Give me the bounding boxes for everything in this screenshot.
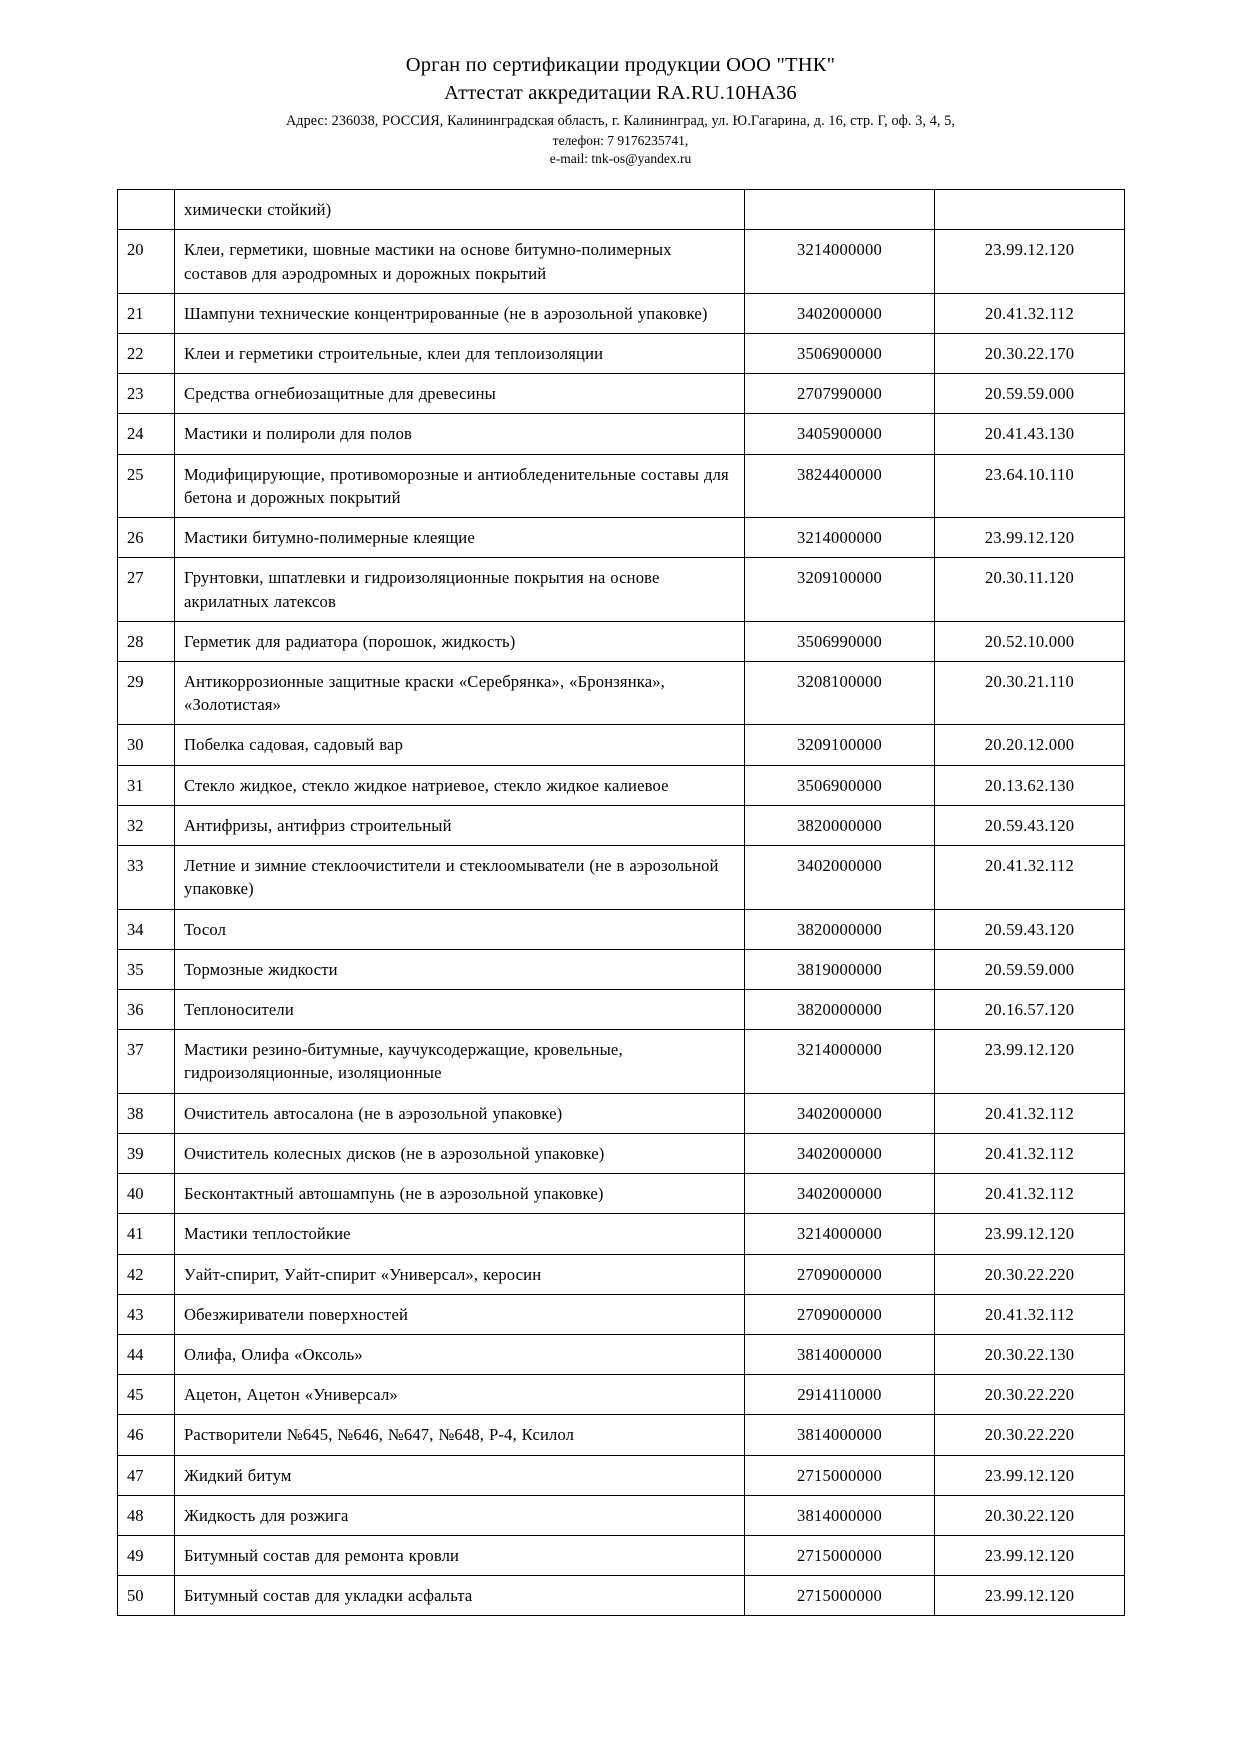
table-row	[118, 414, 1125, 454]
row-number: 46	[118, 1415, 175, 1455]
table-row	[118, 909, 1125, 949]
table-row	[118, 1576, 1125, 1616]
row-product-name: Антифризы, антифриз строительный	[175, 805, 745, 845]
row-okpd-code: 20.30.22.130	[935, 1334, 1125, 1374]
row-okpd-code: 20.41.43.130	[935, 414, 1125, 454]
row-okpd-code: 20.30.22.170	[935, 334, 1125, 374]
table-row	[118, 846, 1125, 909]
row-product-name: Битумный состав для укладки асфальта	[175, 1576, 745, 1616]
row-tnved-code: 2715000000	[745, 1536, 935, 1576]
row-tnved-code: 3402000000	[745, 293, 935, 333]
row-tnved-code: 3402000000	[745, 846, 935, 909]
table-row	[118, 1334, 1125, 1374]
row-okpd-code: 20.30.11.120	[935, 558, 1125, 621]
row-okpd-code: 20.59.43.120	[935, 909, 1125, 949]
row-okpd-code: 20.59.59.000	[935, 374, 1125, 414]
table-row	[118, 1093, 1125, 1133]
row-number: 31	[118, 765, 175, 805]
products-table	[117, 189, 1125, 1616]
row-tnved-code: 2715000000	[745, 1455, 935, 1495]
row-okpd-code: 23.99.12.120	[935, 230, 1125, 293]
row-product-name: Очиститель колесных дисков (не в аэрозольной упаковке)	[175, 1133, 745, 1173]
row-number: 42	[118, 1254, 175, 1294]
products-table-body	[118, 190, 1125, 1616]
row-okpd-code: 23.99.12.120	[935, 1455, 1125, 1495]
row-number: 36	[118, 989, 175, 1029]
row-tnved-code: 3820000000	[745, 805, 935, 845]
row-number: 20	[118, 230, 175, 293]
row-product-name: Олифа, Олифа «Оксоль»	[175, 1334, 745, 1374]
row-number: 35	[118, 949, 175, 989]
row-tnved-code	[745, 190, 935, 230]
row-product-name: Средства огнебиозащитные для древесины	[175, 374, 745, 414]
table-row	[118, 1133, 1125, 1173]
row-product-name: Битумный состав для ремонта кровли	[175, 1536, 745, 1576]
table-row	[118, 1254, 1125, 1294]
row-product-name: Ацетон, Ацетон «Универсал»	[175, 1375, 745, 1415]
row-product-name: Бесконтактный автошампунь (не в аэрозольной упаковке)	[175, 1174, 745, 1214]
row-tnved-code: 3214000000	[745, 1030, 935, 1093]
row-number: 29	[118, 662, 175, 725]
row-number: 48	[118, 1495, 175, 1535]
row-product-name: Очиститель автосалона (не в аэрозольной упаковке)	[175, 1093, 745, 1133]
table-row	[118, 374, 1125, 414]
row-product-name: Уайт-спирит, Уайт-спирит «Универсал», керосин	[175, 1254, 745, 1294]
row-number: 43	[118, 1294, 175, 1334]
row-product-name: Теплоносители	[175, 989, 745, 1029]
row-number: 44	[118, 1334, 175, 1374]
row-okpd-code: 20.59.43.120	[935, 805, 1125, 845]
row-number: 45	[118, 1375, 175, 1415]
row-tnved-code: 3506900000	[745, 334, 935, 374]
accreditation-certificate: Аттестат аккредитации RA.RU.10НА36	[444, 82, 797, 105]
row-product-name: Грунтовки, шпатлевки и гидроизоляционные покрытия на основе акрилатных латексов	[175, 558, 745, 621]
row-number: 28	[118, 621, 175, 661]
row-number: 34	[118, 909, 175, 949]
row-number: 47	[118, 1455, 175, 1495]
row-product-name: Жидкость для розжига	[175, 1495, 745, 1535]
certification-body-name: Орган по сертификации продукции ООО "ТНК"	[405, 54, 836, 76]
row-number: 22	[118, 334, 175, 374]
row-number: 25	[118, 454, 175, 517]
row-number: 26	[118, 518, 175, 558]
table-row	[118, 805, 1125, 845]
row-okpd-code: 20.59.59.000	[935, 949, 1125, 989]
row-okpd-code: 20.41.32.112	[935, 1174, 1125, 1214]
table-row	[118, 1214, 1125, 1254]
row-tnved-code: 3814000000	[745, 1495, 935, 1535]
row-product-name: Модифицирующие, противоморозные и антиобледенительные составы для бетона и дорожных покрытий	[175, 454, 745, 517]
row-tnved-code: 3208100000	[745, 662, 935, 725]
table-row	[118, 558, 1125, 621]
row-tnved-code: 3402000000	[745, 1093, 935, 1133]
row-okpd-code: 20.30.22.120	[935, 1495, 1125, 1535]
row-number: 32	[118, 805, 175, 845]
row-product-name: Летние и зимние стеклоочистители и стеклоомыватели (не в аэрозольной упаковке)	[175, 846, 745, 909]
row-number: 30	[118, 725, 175, 765]
row-okpd-code: 20.52.10.000	[935, 621, 1125, 661]
table-row	[118, 765, 1125, 805]
row-product-name: Шампуни технические концентрированные (не в аэрозольной упаковке)	[175, 293, 745, 333]
row-product-name: Клеи и герметики строительные, клеи для теплоизоляции	[175, 334, 745, 374]
row-okpd-code: 20.13.62.130	[935, 765, 1125, 805]
row-tnved-code: 3820000000	[745, 989, 935, 1029]
row-product-name: Стекло жидкое, стекло жидкое натриевое, стекло жидкое калиевое	[175, 765, 745, 805]
row-product-name: Тормозные жидкости	[175, 949, 745, 989]
phone-line: телефон: 7 9176235741,	[552, 132, 689, 148]
table-row	[118, 1294, 1125, 1334]
row-product-name: Клеи, герметики, шовные мастики на основе битумно-полимерных составов для аэродромных и дорожных покрытий	[175, 230, 745, 293]
row-product-name: Жидкий битум	[175, 1455, 745, 1495]
row-tnved-code: 3814000000	[745, 1415, 935, 1455]
row-okpd-code: 23.99.12.120	[935, 1214, 1125, 1254]
table-row	[118, 621, 1125, 661]
row-number: 21	[118, 293, 175, 333]
table-row	[118, 725, 1125, 765]
row-okpd-code: 20.30.22.220	[935, 1415, 1125, 1455]
row-okpd-code: 23.99.12.120	[935, 518, 1125, 558]
table-row	[118, 334, 1125, 374]
row-number	[118, 190, 175, 230]
row-tnved-code: 3214000000	[745, 518, 935, 558]
row-tnved-code: 3506990000	[745, 621, 935, 661]
row-okpd-code: 20.16.57.120	[935, 989, 1125, 1029]
table-row	[118, 293, 1125, 333]
row-tnved-code: 3506900000	[745, 765, 935, 805]
table-row	[118, 1030, 1125, 1093]
row-tnved-code: 3402000000	[745, 1174, 935, 1214]
row-product-name: Антикоррозионные защитные краски «Серебрянка», «Бронзянка», «Золотистая»	[175, 662, 745, 725]
row-okpd-code: 20.41.32.112	[935, 1133, 1125, 1173]
row-number: 41	[118, 1214, 175, 1254]
row-number: 24	[118, 414, 175, 454]
row-tnved-code: 3214000000	[745, 1214, 935, 1254]
table-row	[118, 518, 1125, 558]
row-product-name: Мастики резино-битумные, каучуксодержащие, кровельные, гидроизоляционные, изоляционные	[175, 1030, 745, 1093]
table-row	[118, 1455, 1125, 1495]
table-row	[118, 662, 1125, 725]
table-row	[118, 1174, 1125, 1214]
products-table-container	[117, 189, 1124, 1616]
row-okpd-code: 23.99.12.120	[935, 1536, 1125, 1576]
table-row	[118, 989, 1125, 1029]
row-tnved-code: 2709000000	[745, 1254, 935, 1294]
table-row-continued	[118, 190, 1125, 230]
row-tnved-code: 3405900000	[745, 414, 935, 454]
row-tnved-code: 3209100000	[745, 725, 935, 765]
row-product-name: Растворители №645, №646, №647, №648, Р-4, Ксилол	[175, 1415, 745, 1455]
address-line: Адрес: 236038, РОССИЯ, Калининградская область, г. Калининград, ул. Ю.Гагарина, д. 16, стр. Г, оф. 3, 4, 5,	[285, 113, 956, 130]
row-okpd-code: 20.30.21.110	[935, 662, 1125, 725]
row-number: 49	[118, 1536, 175, 1576]
table-row	[118, 1536, 1125, 1576]
row-product-name: Мастики и полироли для полов	[175, 414, 745, 454]
row-tnved-code: 3824400000	[745, 454, 935, 517]
table-row	[118, 1375, 1125, 1415]
row-okpd-code	[935, 190, 1125, 230]
row-product-name: Обезжириватели поверхностей	[175, 1294, 745, 1334]
row-product-name: Мастики битумно-полимерные клеящие	[175, 518, 745, 558]
row-okpd-code: 20.30.22.220	[935, 1375, 1125, 1415]
row-okpd-code: 20.41.32.112	[935, 846, 1125, 909]
row-okpd-code: 20.41.32.112	[935, 1294, 1125, 1334]
row-tnved-code: 2715000000	[745, 1576, 935, 1616]
row-okpd-code: 20.41.32.112	[935, 1093, 1125, 1133]
row-tnved-code: 3209100000	[745, 558, 935, 621]
table-row	[118, 230, 1125, 293]
email-line: e-mail: tnk-os@yandex.ru	[549, 150, 692, 166]
row-tnved-code: 3814000000	[745, 1334, 935, 1374]
table-row	[118, 949, 1125, 989]
row-okpd-code: 20.30.22.220	[935, 1254, 1125, 1294]
row-number: 38	[118, 1093, 175, 1133]
row-tnved-code: 2914110000	[745, 1375, 935, 1415]
row-product-name: Побелка садовая, садовый вар	[175, 725, 745, 765]
table-row	[118, 1415, 1125, 1455]
row-number: 33	[118, 846, 175, 909]
table-row	[118, 454, 1125, 517]
row-okpd-code: 20.41.32.112	[935, 293, 1125, 333]
row-number: 23	[118, 374, 175, 414]
row-okpd-code: 23.99.12.120	[935, 1576, 1125, 1616]
row-okpd-code: 20.20.12.000	[935, 725, 1125, 765]
row-number: 27	[118, 558, 175, 621]
row-tnved-code: 3402000000	[745, 1133, 935, 1173]
row-product-name: Мастики теплостойкие	[175, 1214, 745, 1254]
row-okpd-code: 23.64.10.110	[935, 454, 1125, 517]
row-tnved-code: 3214000000	[745, 230, 935, 293]
row-okpd-code: 23.99.12.120	[935, 1030, 1125, 1093]
row-product-name: Герметик для радиатора (порошок, жидкость)	[175, 621, 745, 661]
row-number: 39	[118, 1133, 175, 1173]
row-tnved-code: 2707990000	[745, 374, 935, 414]
row-number: 40	[118, 1174, 175, 1214]
row-number: 37	[118, 1030, 175, 1093]
row-number: 50	[118, 1576, 175, 1616]
row-tnved-code: 2709000000	[745, 1294, 935, 1334]
row-tnved-code: 3820000000	[745, 909, 935, 949]
document-header	[0, 52, 1241, 167]
row-product-name: Тосол	[175, 909, 745, 949]
table-row	[118, 1495, 1125, 1535]
row-tnved-code: 3819000000	[745, 949, 935, 989]
row-product-name: химически стойкий)	[175, 190, 745, 230]
